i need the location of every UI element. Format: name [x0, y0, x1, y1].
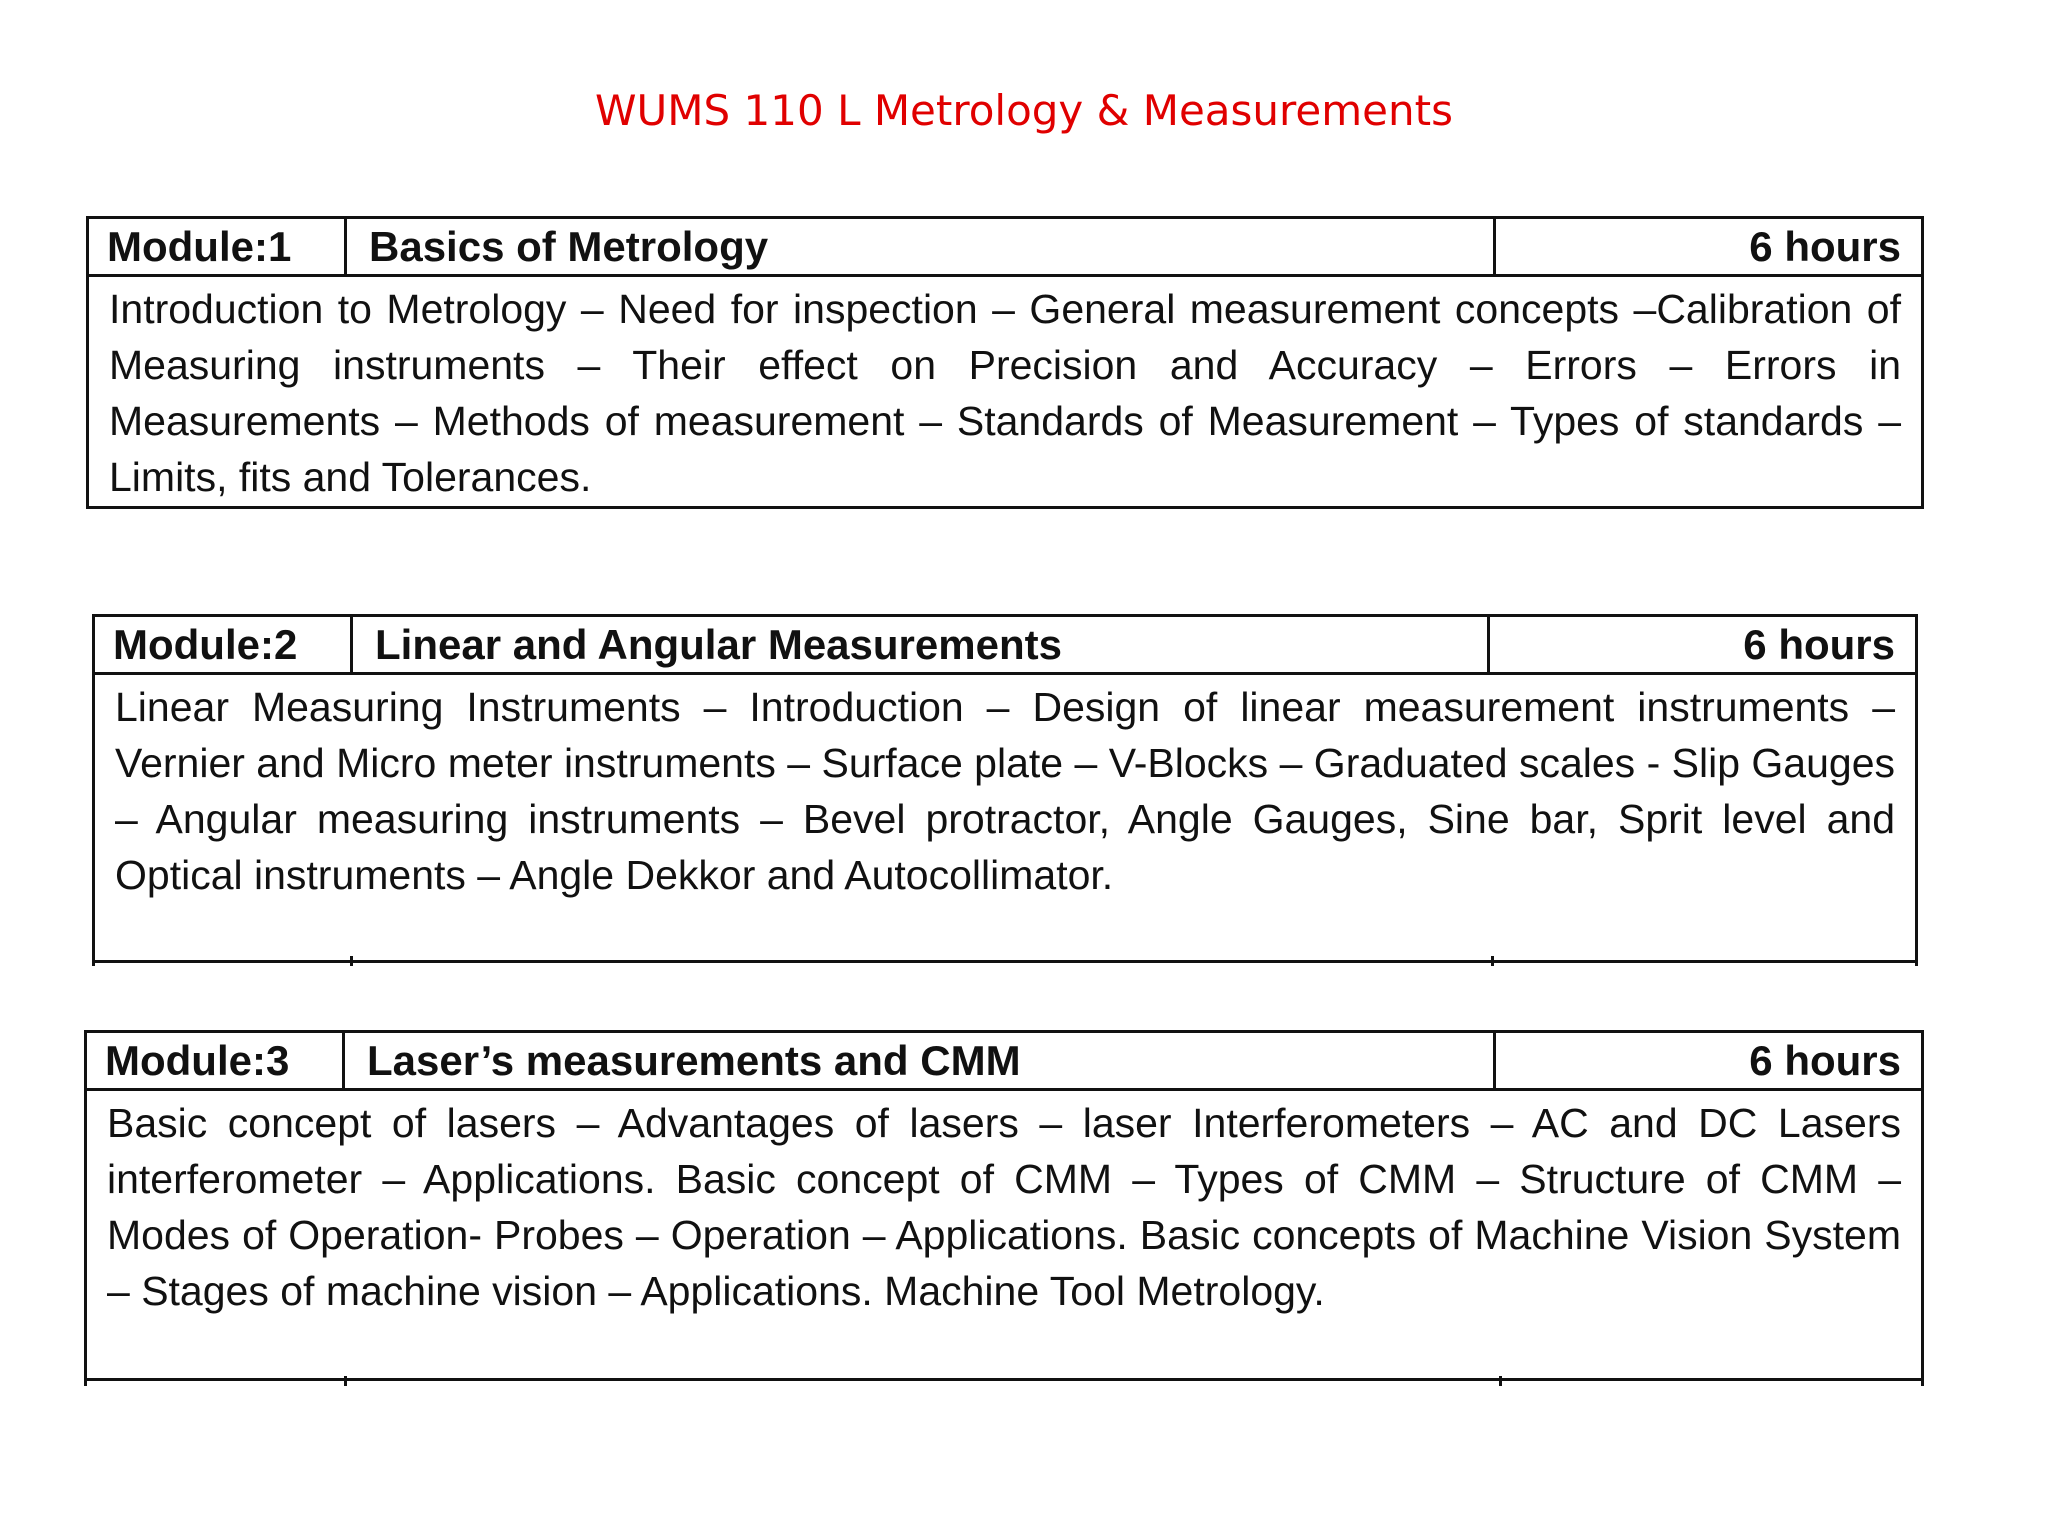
module-number: Module:3	[87, 1033, 345, 1088]
module-header-row	[95, 617, 1915, 675]
table-cut-tick	[1499, 1376, 1502, 1386]
table-cut-tick	[344, 1376, 347, 1386]
module-hours: 6 hours	[1749, 223, 1901, 270]
module-title: Basics of Metrology	[347, 219, 1496, 274]
table-cut-edge	[84, 1376, 1924, 1386]
module-number: Module:1	[89, 219, 347, 274]
module-hours: 6 hours	[1743, 621, 1895, 668]
module-2-table	[92, 614, 1918, 963]
table-cut-tick	[350, 956, 353, 966]
module-header-row	[89, 219, 1921, 277]
module-content: Basic concept of lasers – Advantages of lasers – laser Interferometers – AC and DC Lasers interferometer – Applications. Basic concept of CMM – Types of CMM – Structure of CMM – Modes of Operation- Probes – Operation – Applications. Basic concepts of Machine Vision System – Stages of machine vision – Applications. Machine Tool Metrology.	[87, 1091, 1921, 1381]
table-cut-edge	[92, 956, 1918, 966]
module-header-row	[87, 1033, 1921, 1091]
module-3-table	[84, 1030, 1924, 1381]
table-cut-tick	[1491, 956, 1494, 966]
module-content: Introduction to Metrology – Need for inspection – General measurement concepts –Calibration of Measuring instruments – Their effect on Precision and Accuracy – Errors – Errors in Measurements – Methods of measurement – Standards of Measurement – Types of standards – Limits, fits and Tolerances.	[89, 277, 1921, 509]
module-content: Linear Measuring Instruments – Introduction – Design of linear measurement instruments – Vernier and Micro meter instruments – Surface plate – V-Blocks – Graduated scales - Slip Gauges – Angular measuring instruments – Bevel protractor, Angle Gauges, Sine bar, Sprit level and Optical instruments – Angle Dekkor and Autocollimator.	[95, 675, 1915, 963]
module-1-table	[86, 216, 1924, 509]
module-hours: 6 hours	[1749, 1037, 1901, 1084]
module-number: Module:2	[95, 617, 353, 672]
page-title: WUMS 110 L Metrology & Measurements	[595, 86, 1453, 135]
module-title: Linear and Angular Measurements	[353, 617, 1490, 672]
module-title: Laser’s measurements and CMM	[345, 1033, 1496, 1088]
